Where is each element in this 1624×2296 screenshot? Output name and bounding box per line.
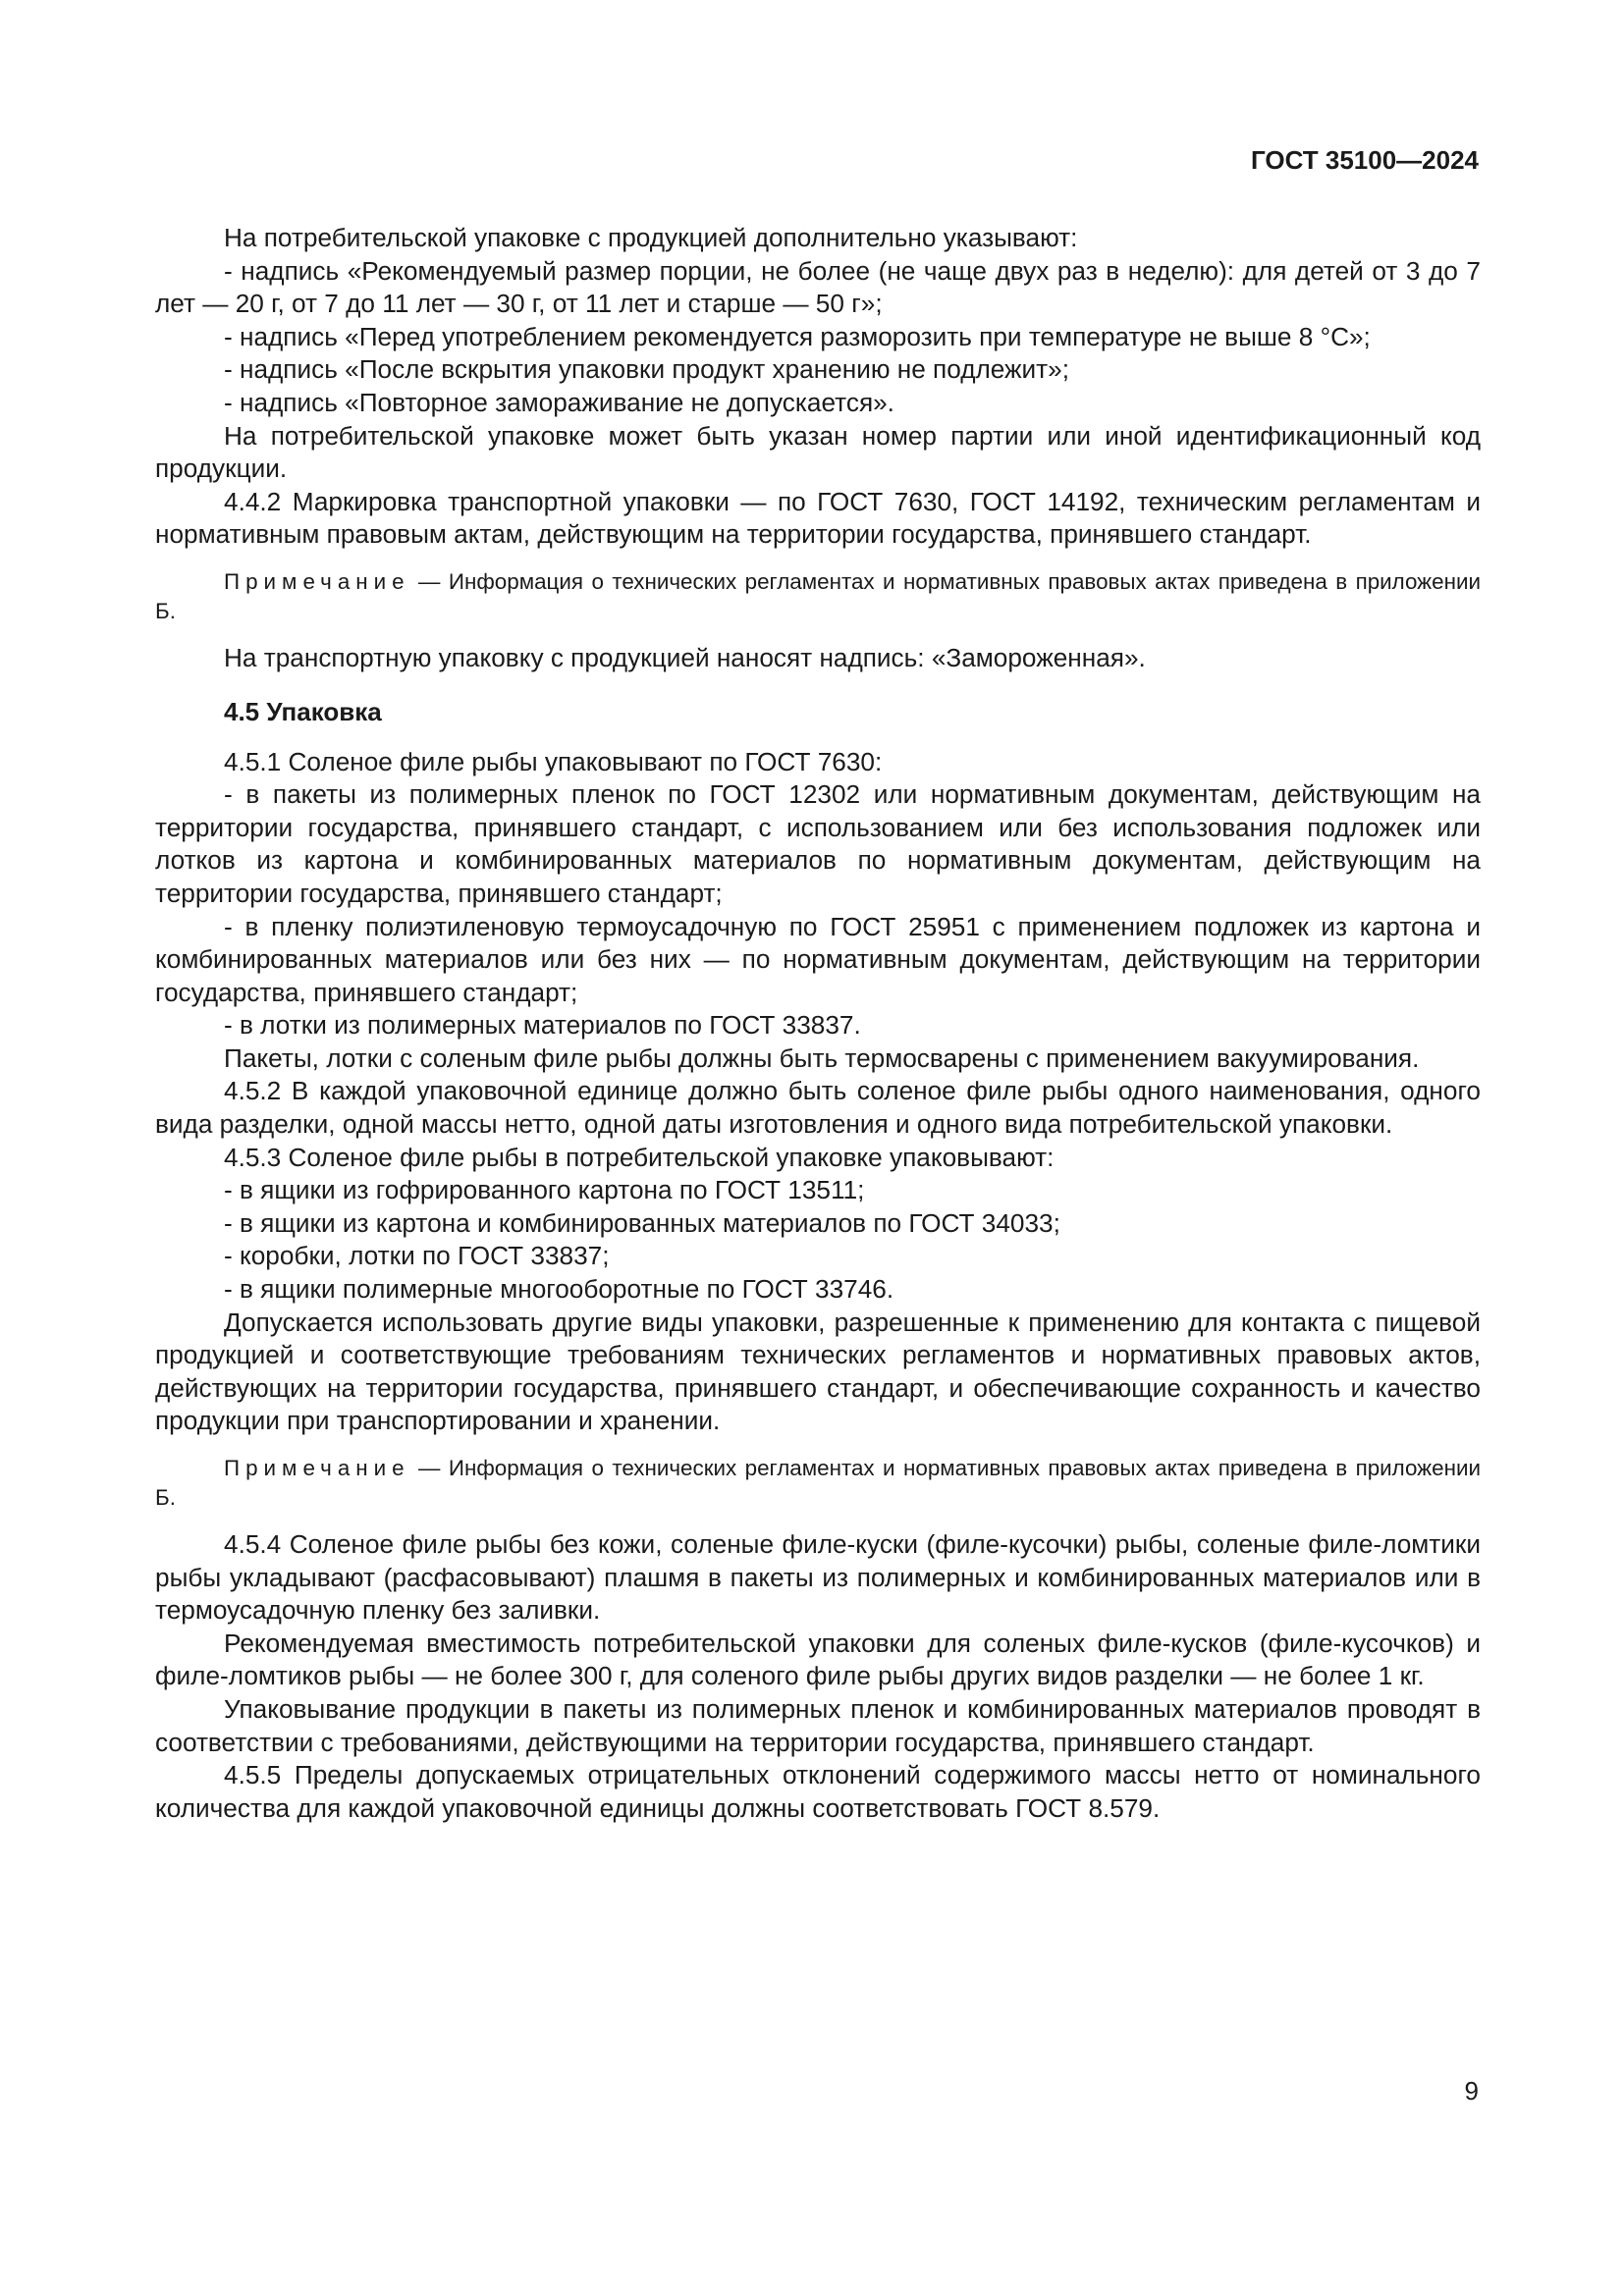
document-code: ГОСТ 35100—2024 xyxy=(1251,145,1479,175)
list-item: - в ящики полимерные многооборотные по ГОСТ 33746. xyxy=(224,1274,894,1305)
list-item: - в лотки из полимерных материалов по ГОСТ 33837. xyxy=(224,1010,861,1041)
paragraph: Рекомендуемая вместимость потребительской упаковки для соленых филе-кусков (филе-кусочков) и филе-ломтиков рыбы — не более 300 г, для соленого филе рыбы других видов разделки — не более 1 кг. xyxy=(155,1628,1481,1691)
list-item: - в ящики из гофрированного картона по ГОСТ 13511; xyxy=(224,1175,865,1205)
paragraph: На потребительской упаковке может быть указан номер партии или иной идентификационный код продукции. xyxy=(155,420,1481,484)
note-text: — Информация о технических регламентах и нормативных правовых актах приведена в приложении Б. xyxy=(155,1456,1481,1510)
list-item: - в ящики из картона и комбинированных материалов по ГОСТ 34033; xyxy=(224,1207,1060,1238)
note xyxy=(155,1454,1481,1513)
list-item: - надпись «После вскрытия упаковки продукт хранению не подлежит»; xyxy=(224,354,1070,385)
paragraph: 4.5.4 Соленое филе рыбы без кожи, соленые филе-куски (филе-кусочки) рыбы, соленые филе-ломтики рыбы укладывают (расфасовывают) плашмя в пакеты из полимерных и комбинированных материалов или в термоусадочную пленку без заливки. xyxy=(155,1529,1481,1626)
list-item: - в пакеты из полимерных пленок по ГОСТ 12302 или нормативным документам, действующим на территории государства, принявшего стандарт, с использованием или без использования подложек или лотков из картона и комбинированных материалов по нормативным документам, действующим на территории государства, принявшего стандарт; xyxy=(155,779,1481,908)
section-title: 4.5 Упаковка xyxy=(224,696,382,726)
paragraph: Пакеты, лотки с соленым филе рыбы должны быть термосварены с применением вакуумирования. xyxy=(224,1042,1420,1073)
list-item: - надпись «Перед употреблением рекомендуется разморозить при температуре не выше 8 °С»; xyxy=(224,321,1371,351)
note xyxy=(155,567,1481,626)
list-item: - надпись «Рекомендуемый размер порции, не более (не чаще двух раз в неделю): для детей от 3 до 7 лет — 20 г, от 7 до 11 лет — 30 г, от 11 лет и старше — 50 г»; xyxy=(155,255,1481,319)
paragraph: На транспортную упаковку с продукцией наносят надпись: «Замороженная». xyxy=(224,642,1146,672)
note-label: Примечание xyxy=(224,1456,410,1480)
paragraph: 4.5.5 Пределы допускаемых отрицательных отклонений содержимого массы нетто от номинального количества для каждой упаковочной единицы должны соответствовать ГОСТ 8.579. xyxy=(155,1760,1481,1823)
page-number: 9 xyxy=(1464,2076,1479,2106)
list-item: - надпись «Повторное замораживание не допускается». xyxy=(224,387,894,417)
note-label: Примечание xyxy=(224,568,410,594)
paragraph: 4.5.3 Соленое филе рыбы в потребительской упаковке упаковывают: xyxy=(224,1142,1055,1172)
paragraph: Допускается использовать другие виды упаковки, разрешенные к применению для контакта с пищевой продукцией и соответствующие требованиям технических регламентов и нормативных правовых актов, действующих на территории государства, принявшего стандарт, и обеспечивающие сохранность и качество продукции при транспортировании и хранении. xyxy=(155,1307,1481,1436)
paragraph: Упаковывание продукции в пакеты из полимерных пленок и комбинированных материалов проводят в соответствии с требованиями, действующими на территории государства, принявшего стандарт. xyxy=(155,1693,1481,1757)
list-item: - коробки, лотки по ГОСТ 33837; xyxy=(224,1241,610,1271)
note-text: — Информация о технических регламентах и нормативных правовых актах приведена в приложении Б. xyxy=(155,568,1481,623)
paragraph: 4.5.1 Соленое филе рыбы упаковывают по ГОСТ 7630: xyxy=(224,746,883,776)
paragraph: На потребительской упаковке с продукцией дополнительно указывают: xyxy=(224,223,1078,252)
paragraph: 4.5.2 В каждой упаковочной единице должно быть соленое филе рыбы одного наименования, одного вида разделки, одной массы нетто, одной даты изготовления и одного вида потребительской упаковки. xyxy=(155,1076,1481,1140)
paragraph: 4.4.2 Маркировка транспортной упаковки — по ГОСТ 7630, ГОСТ 14192, техническим регламентам и нормативным правовым актам, действующим на территории государства, принявшего стандарт. xyxy=(155,486,1481,550)
list-item: - в пленку полиэтиленовую термоусадочную по ГОСТ 25951 с применением подложек из картона и комбинированных материалов или без них — по нормативным документам, действующим на территории государства, принявшего стандарт; xyxy=(155,911,1481,1007)
document-body xyxy=(155,222,1481,1825)
